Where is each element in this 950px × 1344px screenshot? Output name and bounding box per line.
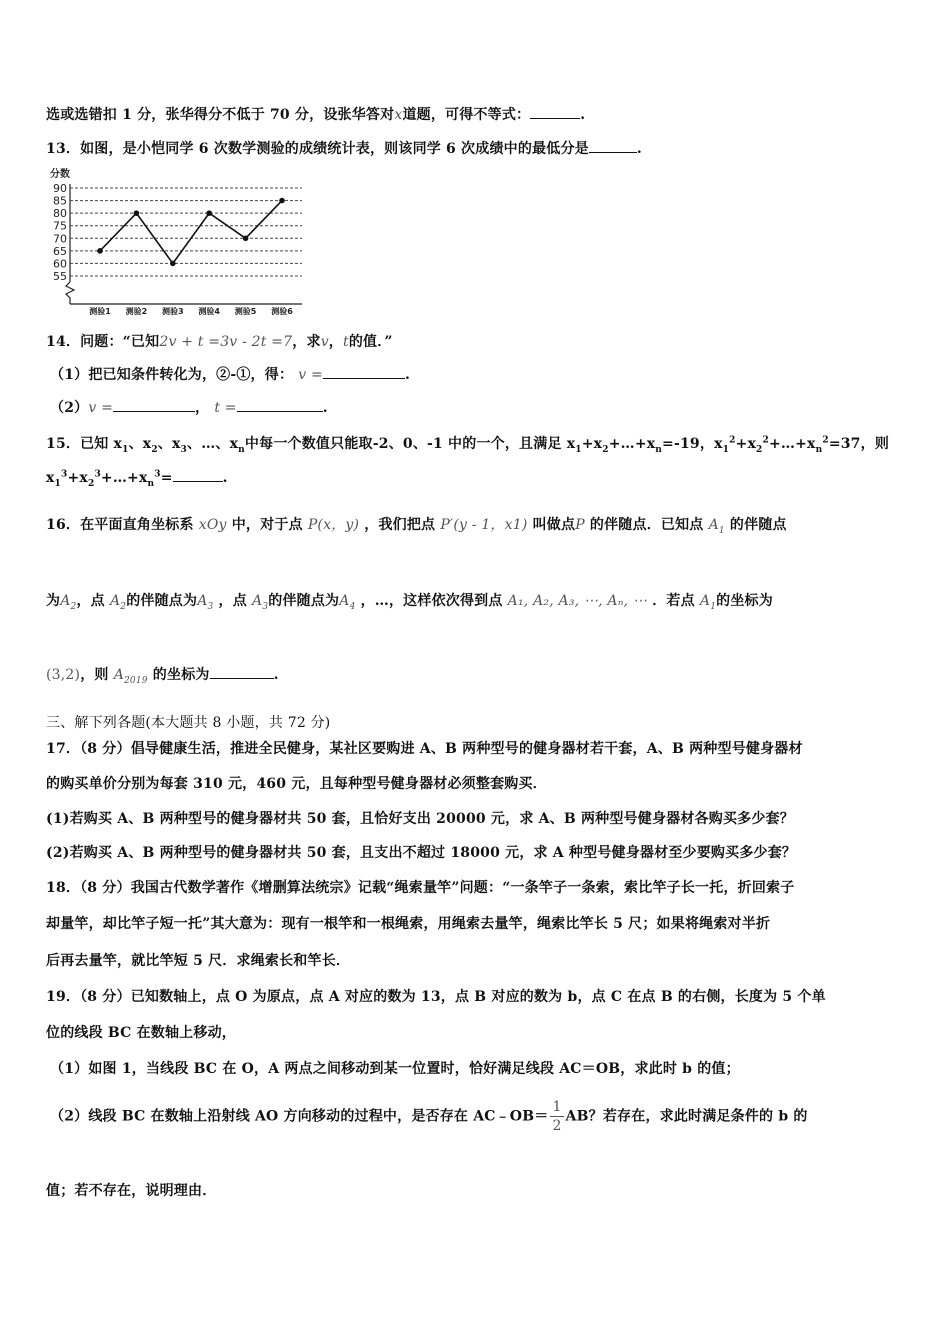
data-point <box>243 235 249 241</box>
answer-blank <box>323 366 405 379</box>
q14-part1: （1）把已知条件转化为，②-①，得： v = . <box>50 367 411 383</box>
q18-line2: 却量竿，却比竿子短一托”其大意为：现有一根竿和一根绳索，用绳索去量竿，绳索比竿长 5 尺；如果将绳索对半折 <box>46 916 771 932</box>
x-tick-label: 测验1 <box>89 307 111 316</box>
q19-part1: （1）如图 1，当线段 BC 在 O，A 两点之间移动到某一位置时，恰好满足线段 AC＝OB，求此时 b 的值； <box>50 1061 740 1077</box>
q16-line3: (3,2)，则 $A_{2019}$ 的坐标为 . <box>46 667 279 686</box>
data-point <box>97 248 103 254</box>
score-line-chart <box>44 168 306 316</box>
q17-line2: 的购买单价分别为每套 310 元，460 元，且每种型号健身器材必须整套购买． <box>46 776 547 792</box>
q19-line-end: 值；若不存在，说明理由． <box>46 1183 217 1199</box>
x-tick-label: 测验3 <box>162 307 184 316</box>
var-x: x <box>394 107 403 123</box>
series-line <box>100 201 282 264</box>
answer-blank <box>589 140 637 153</box>
q14-part2: （2）v = ， t = . <box>50 400 328 416</box>
q19-part2: （2）线段 BC 在数轴上沿射线 AO 方向移动的过程中，是否存在 AC﹣OB＝ $\frac{1}{2}$ AB？若存在，求此时满足条件的 b 的 <box>50 1099 808 1134</box>
q15-line1: 15．已知 $x_1$、$x_2$、$x_3$、…、$x_n$中每一个数值只能取-2、0、-1 中的一个，且满足 $x_1+x_2+\dots+x_n=-19$，$x_1^2+x_2^2+\dots+x_n^2=37$，则 <box>46 435 890 455</box>
q19-line1: 19．（8 分）已知数轴上，点 O 为原点，点 A 对应的数为 13，点 B 对应的数为 b，点 C 在点 B 的右侧，长度为 5 个单 <box>46 989 826 1005</box>
y-tick-label: 90 <box>53 182 67 195</box>
y-tick-label: 80 <box>53 207 67 221</box>
q17-line1: 17．（8 分）倡导健康生活，推进全民健身，某社区要购进 A、B 两种型号的健身器材若干套，A、B 两种型号健身器材 <box>46 741 803 757</box>
y-tick-label: 60 <box>53 257 67 271</box>
answer-blank <box>210 666 274 679</box>
fraction-one-half: $\frac{1}{2}$ <box>552 1099 562 1134</box>
x-tick-label: 测验4 <box>198 307 220 316</box>
y-tick-label: 85 <box>53 194 67 208</box>
x-tick-label: 测验6 <box>271 307 293 316</box>
y-tick-label: 70 <box>53 232 67 246</box>
y-tick-label: 65 <box>53 244 67 258</box>
y-tick-label: 55 <box>53 270 67 283</box>
x-tick-label: 测验2 <box>125 307 148 316</box>
q17-part1: (1)若购买 A、B 两种型号的健身器材共 50 套，且恰好支出 20000 元，求 A、B 两种型号健身器材各购买多少套？ <box>46 811 794 827</box>
data-point <box>134 210 140 216</box>
answer-blank <box>173 469 223 482</box>
q18-line3: 后再去量竿，就比竿短 5 尺．求绳索长和竿长． <box>46 953 351 969</box>
q18-line1: 18．（8 分）我国古代数学著作《增删算法统宗》记载“绳索量竿”问题：“一条竿子一条索，索比竿子长一托，折回索子 <box>46 880 795 896</box>
q13-line: 13．如图，是小恺同学 6 次数学测验的成绩统计表，则该同学 6 次成绩中的最低分是 . <box>46 141 642 157</box>
y-axis-label: 分数 <box>50 169 70 180</box>
answer-blank <box>237 399 323 412</box>
data-point <box>170 261 176 267</box>
q16-line1: 16．在平面直角坐标系 xOy 中，对于点 P(x，y) ，我们把点 P′(y - 1，x1) 叫做点P 的伴随点．已知点 $A_1$ 的伴随点 <box>46 517 787 536</box>
q16-line2: 为$A_2$，点 $A_2$的伴随点为$A_3$ ，点 $A_3$的伴随点为$A_4$ ，…，这样依次得到点 A₁, A₂, A₃, ⋯, Aₙ, ⋯ ．若点 $A_1$的坐标为 <box>46 593 773 612</box>
q17-part2: (2)若购买 A、B 两种型号的健身器材共 50 套，且支出不超过 18000 元，求 A 种型号健身器材至少要购买多少套？ <box>46 845 797 861</box>
q19-line2: 位的线段 BC 在数轴上移动， <box>46 1025 236 1041</box>
y-tick-label: 75 <box>53 219 67 233</box>
q12-tail-line: 选或选错扣 1 分，张华得分不低于 70 分，设张华答对x道题，可得不等式： . <box>46 107 586 123</box>
answer-blank <box>530 106 580 119</box>
x-tick-label: 测验5 <box>234 307 257 316</box>
data-point <box>206 210 212 216</box>
data-point <box>279 198 285 204</box>
q14-line: 14．问题：“已知2v + t =3v - 2t =7，求v，t的值．” <box>46 334 393 350</box>
section-3-heading: 三、解下列各题(本大题共 8 小题，共 72 分) <box>46 715 331 731</box>
axis-break-zigzag <box>66 282 74 304</box>
answer-blank <box>113 399 195 412</box>
q15-line2: $x_1^3+x_2^3+\dots+x_n^3=$ . <box>46 469 228 489</box>
